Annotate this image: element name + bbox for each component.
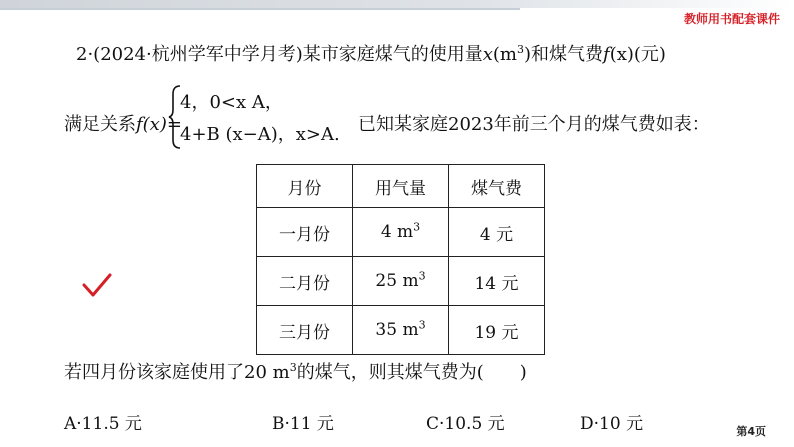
table-cell-fee: 4 元 <box>449 208 545 257</box>
usage-exponent: 3 <box>413 220 421 234</box>
table-cell-usage <box>353 306 449 355</box>
header-badge: 教师用书配套课件 <box>683 12 780 26</box>
checkmark-icon <box>82 273 112 299</box>
usage-exponent: 3 <box>418 269 426 283</box>
question-ask-suffix: 的煤气，则其煤气费为( ) <box>296 362 527 383</box>
question-ask-exponent: 3 <box>289 361 297 374</box>
unit-open: (m <box>492 44 517 65</box>
table-cell-fee: 19 元 <box>449 306 545 355</box>
relation-func: f(x) <box>136 114 167 135</box>
question-line-2 <box>64 110 182 136</box>
table-header-cell: 煤气费 <box>449 165 545 208</box>
page-number: 第4页 <box>736 425 766 438</box>
table-cell-usage <box>353 257 449 306</box>
table-cell-month: 三月份 <box>257 306 353 355</box>
relation-prefix: 满足关系 <box>64 114 136 135</box>
question-prefix: 2·(2024·杭州学军中学月考)某市家庭煤气的使用量 <box>76 44 483 65</box>
top-decor-line <box>0 8 520 10</box>
usage-exponent: 3 <box>418 318 426 332</box>
table-header-row <box>257 165 545 208</box>
table-row <box>257 257 545 306</box>
option-b[interactable]: B·11 元 <box>272 414 334 434</box>
question-suffix: (元) <box>633 44 666 65</box>
usage-value: 35 m <box>375 320 419 340</box>
top-decor-stripe <box>0 0 794 8</box>
var-x: x <box>482 44 493 65</box>
func-name: f <box>603 44 610 65</box>
piecewise-function <box>168 84 368 150</box>
table-cell-month: 二月份 <box>257 257 353 306</box>
option-a[interactable]: A·11.5 元 <box>64 414 142 434</box>
question-ask-prefix: 若四月份该家庭使用了20 m <box>64 362 290 383</box>
gas-fee-table <box>256 164 545 355</box>
piecewise-case-1: 4，0<x A， <box>180 92 283 113</box>
table-header-cell: 用气量 <box>353 165 449 208</box>
piecewise-case-2: 4+B (x−A)，x>A. <box>180 124 340 145</box>
table-row <box>257 208 545 257</box>
unit-close: )和煤气费 <box>524 44 604 65</box>
question-line-1 <box>76 40 666 66</box>
question-line-2-suffix: 已知某家庭2023年前三个月的煤气费如表： <box>358 114 710 135</box>
relation-equals: = <box>166 114 182 135</box>
table-cell-fee: 14 元 <box>449 257 545 306</box>
func-arg: (x) <box>609 44 634 65</box>
usage-value: 25 m <box>375 271 419 291</box>
table-row <box>257 306 545 355</box>
unit-exponent: 3 <box>517 43 524 56</box>
option-c[interactable]: C·10.5 元 <box>426 414 505 434</box>
usage-value: 4 m <box>380 222 414 242</box>
option-d[interactable]: D·10 元 <box>580 414 644 434</box>
table-cell-month: 一月份 <box>257 208 353 257</box>
table-header-cell: 月份 <box>257 165 353 208</box>
question-line-3 <box>64 358 527 384</box>
table-cell-usage <box>353 208 449 257</box>
